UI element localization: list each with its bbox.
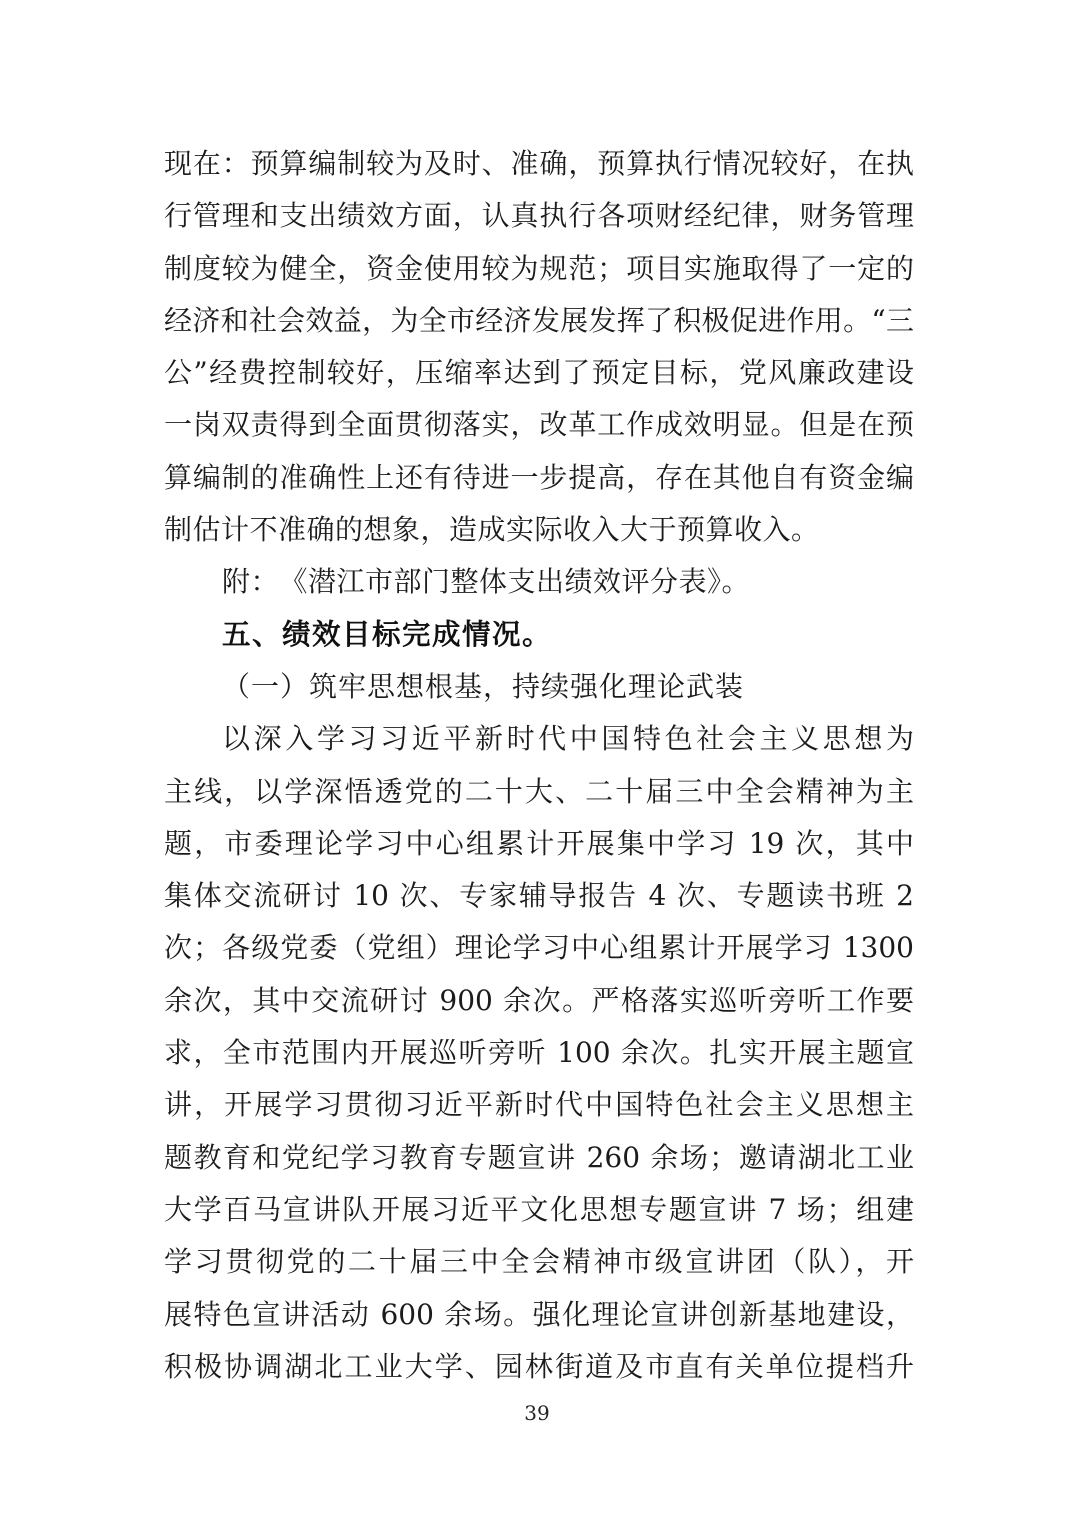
text-line: 附： 《潜江市部门整体支出绩效评分表》。: [222, 565, 751, 599]
text-line: 讲，开展学习贯彻习近平新时代中国特色社会主义思想主: [164, 1088, 914, 1122]
text-line: 以深入学习习近平新时代中国特色社会主义思想为: [222, 722, 914, 756]
text-line: 一岗双责得到全面贯彻落实，改革工作成效明显。但是在预: [164, 408, 914, 442]
text-line: 主线，以学深悟透党的二十大、二十届三中全会精神为主: [164, 774, 914, 808]
text-line: 余次，其中交流研讨 900 余次。严格落实巡听旁听工作要: [164, 983, 914, 1017]
text-line: 经济和社会效益，为全市经济发展发挥了积极促进作用。“三: [164, 303, 914, 337]
text-line: 题教育和党纪学习教育专题宣讲 260 余场；邀请湖北工业: [164, 1140, 914, 1174]
text-line: 算编制的准确性上还有待进一步提高，存在其他自有资金编: [164, 460, 914, 494]
text-line: 制估计不准确的想象，造成实际收入大于预算收入。: [164, 513, 820, 547]
text-line: 现在：预算编制较为及时、准确，预算执行情况较好，在执: [164, 147, 914, 180]
text-line: 题，市委理论学习中心组累计开展集中学习 19 次，其中: [164, 826, 914, 860]
text-line: 大学百马宣讲队开展习近平文化思想专题宣讲 7 场；组建: [164, 1192, 914, 1226]
text-line: 学习贯彻党的二十届三中全会精神市级宣讲团（队），开: [164, 1245, 914, 1279]
text-line: 求，全市范围内开展巡听旁听 100 余次。扎实开展主题宣: [164, 1036, 914, 1070]
section-heading: 五、绩效目标完成情况。: [222, 617, 553, 651]
text-line: 积极协调湖北工业大学、园林街道及市直有关单位提档升: [164, 1349, 914, 1383]
text-line: 展特色宣讲活动 600 余场。强化理论宣讲创新基地建设，: [164, 1297, 914, 1331]
text-line: 制度较为健全，资金使用较为规范；项目实施取得了一定的: [164, 251, 914, 285]
page-number: 39: [524, 1401, 550, 1425]
text-line: 行管理和支出绩效方面，认真执行各项财经纪律，财务管理: [164, 199, 914, 233]
document-body: [164, 138, 914, 1393]
text-line: 公”经费控制较好，压缩率达到了预定目标，党风廉政建设: [164, 356, 914, 390]
sub-section-heading: （一）筑牢思想根基，持续强化理论武装: [222, 669, 745, 703]
text-line: 次；各级党委（党组）理论学习中心组累计开展学习 1300: [164, 931, 914, 965]
text-line: 集体交流研讨 10 次、专家辅导报告 4 次、专题读书班 2: [164, 879, 914, 913]
